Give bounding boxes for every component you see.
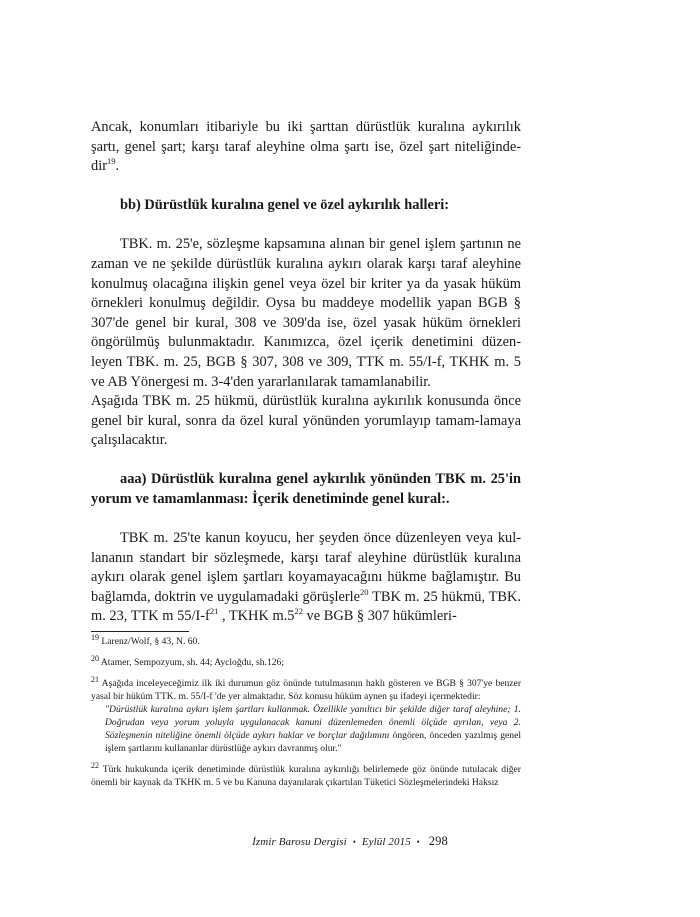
paragraph-text: Ancak, konumları itibariyle bu iki şarttan dürüstlük kuralına aykırılık şartı, genel şart; karşı taraf aleyhine olma şartı ise, özel şart niteliğinde-dir: [91, 119, 521, 175]
footnote-ref: 22: [294, 606, 303, 617]
section-heading: bb) Dürüstlük kuralına genel ve özel aykırılık halleri:: [120, 196, 450, 213]
body-paragraph: Aşağıda TBK m. 25 hükmü, dürüstlük kuralına aykırılık konusunda önce genel bir kural, sonra da özel kural yönünden yorumlayıp tamam-lamaya çalışılacaktır.: [91, 393, 521, 449]
body-paragraph: TBK. m. 25'e, sözleşme kapsamına alınan bir genel işlem şartının ne zaman ve ne şekilde dürüstlük kuralına aykırı olarak karşı taraf aleyhine konulmuş olacağına ilişkin genel veya özel bir kriter ya da yasak hüküm örnekleri konulmuş değildir. Oysa bu maddeye modellik yapan BGB § 307'de genel bir kural, 308 ve 309'da ise, özel yasak hüküm örnekleri öngörülmüş bulunmaktadır. Kanımızca, özel içerik denetimini düzen-leyen TBK. m. 25, BGB § 307, 308 ve 309, TTK m. 55/I-f, TKHK m. 5 ve AB Yönergesi m. 3-4'den yararlanılarak tamamlanabilir.: [91, 236, 521, 390]
footer-bullet: •: [352, 837, 356, 847]
paragraph-text: , TKHK m.5: [218, 608, 295, 625]
quote-rest: öngören, önceden yazılmış genel işlem şartlarını kullananlar dürüstlüğe aykırı davranmış olur.": [105, 730, 521, 755]
footnote-ref: 20: [360, 587, 369, 598]
footnote-quote: [91, 703, 521, 755]
issue-date: Eylül 2015: [361, 836, 411, 848]
quote-italic: "Dürüstlük kuralına aykırı işlem şartları kullanmak. Özellikle yanıltıcı bir şekilde diğer taraf aleyhine; 1. Doğrudan veya yorum yoluyla uygulanacak kanuni düzenlemeden önemli ölçüde ayrılan, veya 2. Sözleşmenin niteliğine önemli ölçüde aykırı haklar ve borçlar dağılımını: [105, 704, 521, 742]
footnote-number: 20: [91, 653, 99, 663]
paragraph-text: ve BGB § 307 hükümleri-: [302, 608, 457, 625]
footnote-divider: [91, 631, 189, 632]
document-page: [91, 0, 521, 789]
footnote-text: Türk hukukunda içerik denetiminde dürüstlük kuralına aykırılığı belirlemede göz önünde tutulacak diğer önemli bir kaynak da TKHK m. 5 ve bu Kanuna dayanılarak çıkartılan Tüketici Sözleşmelerindeki Haksız: [91, 764, 521, 789]
footnote: [91, 653, 521, 669]
body-paragraph: [91, 529, 521, 627]
footnote: [91, 674, 522, 755]
footer-bullet: •: [416, 837, 420, 847]
journal-name: İzmir Barosu Dergisi: [252, 836, 347, 848]
footnote-ref: 19: [107, 156, 116, 167]
body-paragraph: [91, 118, 521, 177]
footnote: [91, 760, 521, 789]
paragraph-text: TBK m. 25'te kanun koyucu, her şeyden önce düzenleyen veya kul-lananın standart bir sözleşmede, karşı taraf aleyhine dürüstlük kuralına aykırı olarak genel işlem şartları koyamayacağını hükme bağlamıştır. Bu bağlamda, doktrin ve uygulamadaki görüşlerle: [91, 530, 521, 605]
paragraph-text: TBK m. 25 hükmü, TBK. m. 23, TTK m 55/I-f: [91, 588, 521, 625]
footnote-number: 22: [91, 760, 99, 770]
footnote-text: Aşağıda inceleyeceğimiz ilk iki durumun göz önünde tutulmasının haklı gösteren ve BGB § 307'ye benzer yasal bir hüküm TTK. m. 55/I-f 'de yer almaktadır. Söz konusu hüküm aynen şu ifadeyi içermektedir:: [91, 678, 522, 703]
footnote-text: Atamer, Sempozyum, sh. 44; Aycloğdu, sh.126;: [100, 657, 285, 669]
footnote-text: Larenz/Wolf, § 43, N. 60.: [101, 636, 200, 648]
footnote-ref: 21: [209, 606, 219, 617]
footnote-number: 21: [91, 674, 99, 684]
page-footer: [0, 834, 700, 849]
page-number: 298: [428, 834, 448, 848]
section-heading: aaa) Dürüstlük kuralına genel aykırılık yönünden TBK m. 25'in yorum ve tamamlanması: İçerik denetiminde genel kural:.: [91, 470, 521, 507]
paragraph-tail: .: [115, 158, 120, 175]
footnote: [91, 632, 521, 648]
footnote-number: 19: [91, 632, 99, 642]
